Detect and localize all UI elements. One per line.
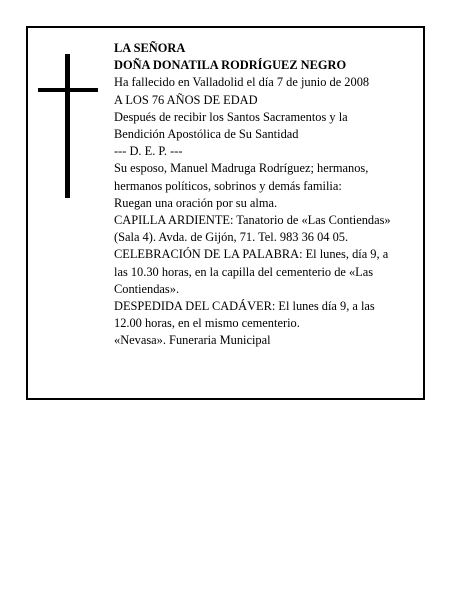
celebration-line-2: las 10.30 horas, en la capilla del cementerio de «Las xyxy=(114,264,374,279)
death-info: Ha fallecido en Valladolid el día 7 de junio de 2008 xyxy=(114,75,370,90)
farewell-line-2: 12.00 horas, en el mismo cementerio. xyxy=(114,316,300,331)
obituary-notice xyxy=(26,26,425,400)
family-line-2: hermanos políticos, sobrinos y demás familia: xyxy=(114,178,342,193)
notice-text xyxy=(114,40,422,350)
celebration-line-1: CELEBRACIÓN DE LA PALABRA: El lunes, día 9, a xyxy=(114,247,389,262)
funeral-home: «Nevasa». Funeraria Municipal xyxy=(114,333,271,348)
celebration-line-3: Contiendas». xyxy=(114,281,180,296)
deceased-name: DOÑA DONATILA RODRÍGUEZ NEGRO xyxy=(114,58,347,73)
prayer-line: Ruegan una oración por su alma. xyxy=(114,195,278,210)
chapel-line-2: (Sala 4). Avda. de Gijón, 71. Tel. 983 36 04 05. xyxy=(114,230,349,245)
cross-vertical-bar xyxy=(65,54,70,198)
farewell-line-1: DESPEDIDA DEL CADÁVER: El lunes día 9, a las xyxy=(114,299,375,314)
cross-horizontal-bar xyxy=(38,88,98,92)
family-line-1: Su esposo, Manuel Madruga Rodríguez; hermanos, xyxy=(114,161,369,176)
sacraments-line-2: Bendición Apostólica de Su Santidad xyxy=(114,127,299,142)
cross-icon xyxy=(38,54,100,198)
rip-line: --- D. E. P. --- xyxy=(114,144,183,159)
age-info: A LOS 76 AÑOS DE EDAD xyxy=(114,92,258,107)
notice-title: LA SEÑORA xyxy=(114,41,186,55)
sacraments-line-1: Después de recibir los Santos Sacramentos y la xyxy=(114,109,348,124)
chapel-line-1: CAPILLA ARDIENTE: Tanatorio de «Las Contiendas» xyxy=(114,213,391,228)
